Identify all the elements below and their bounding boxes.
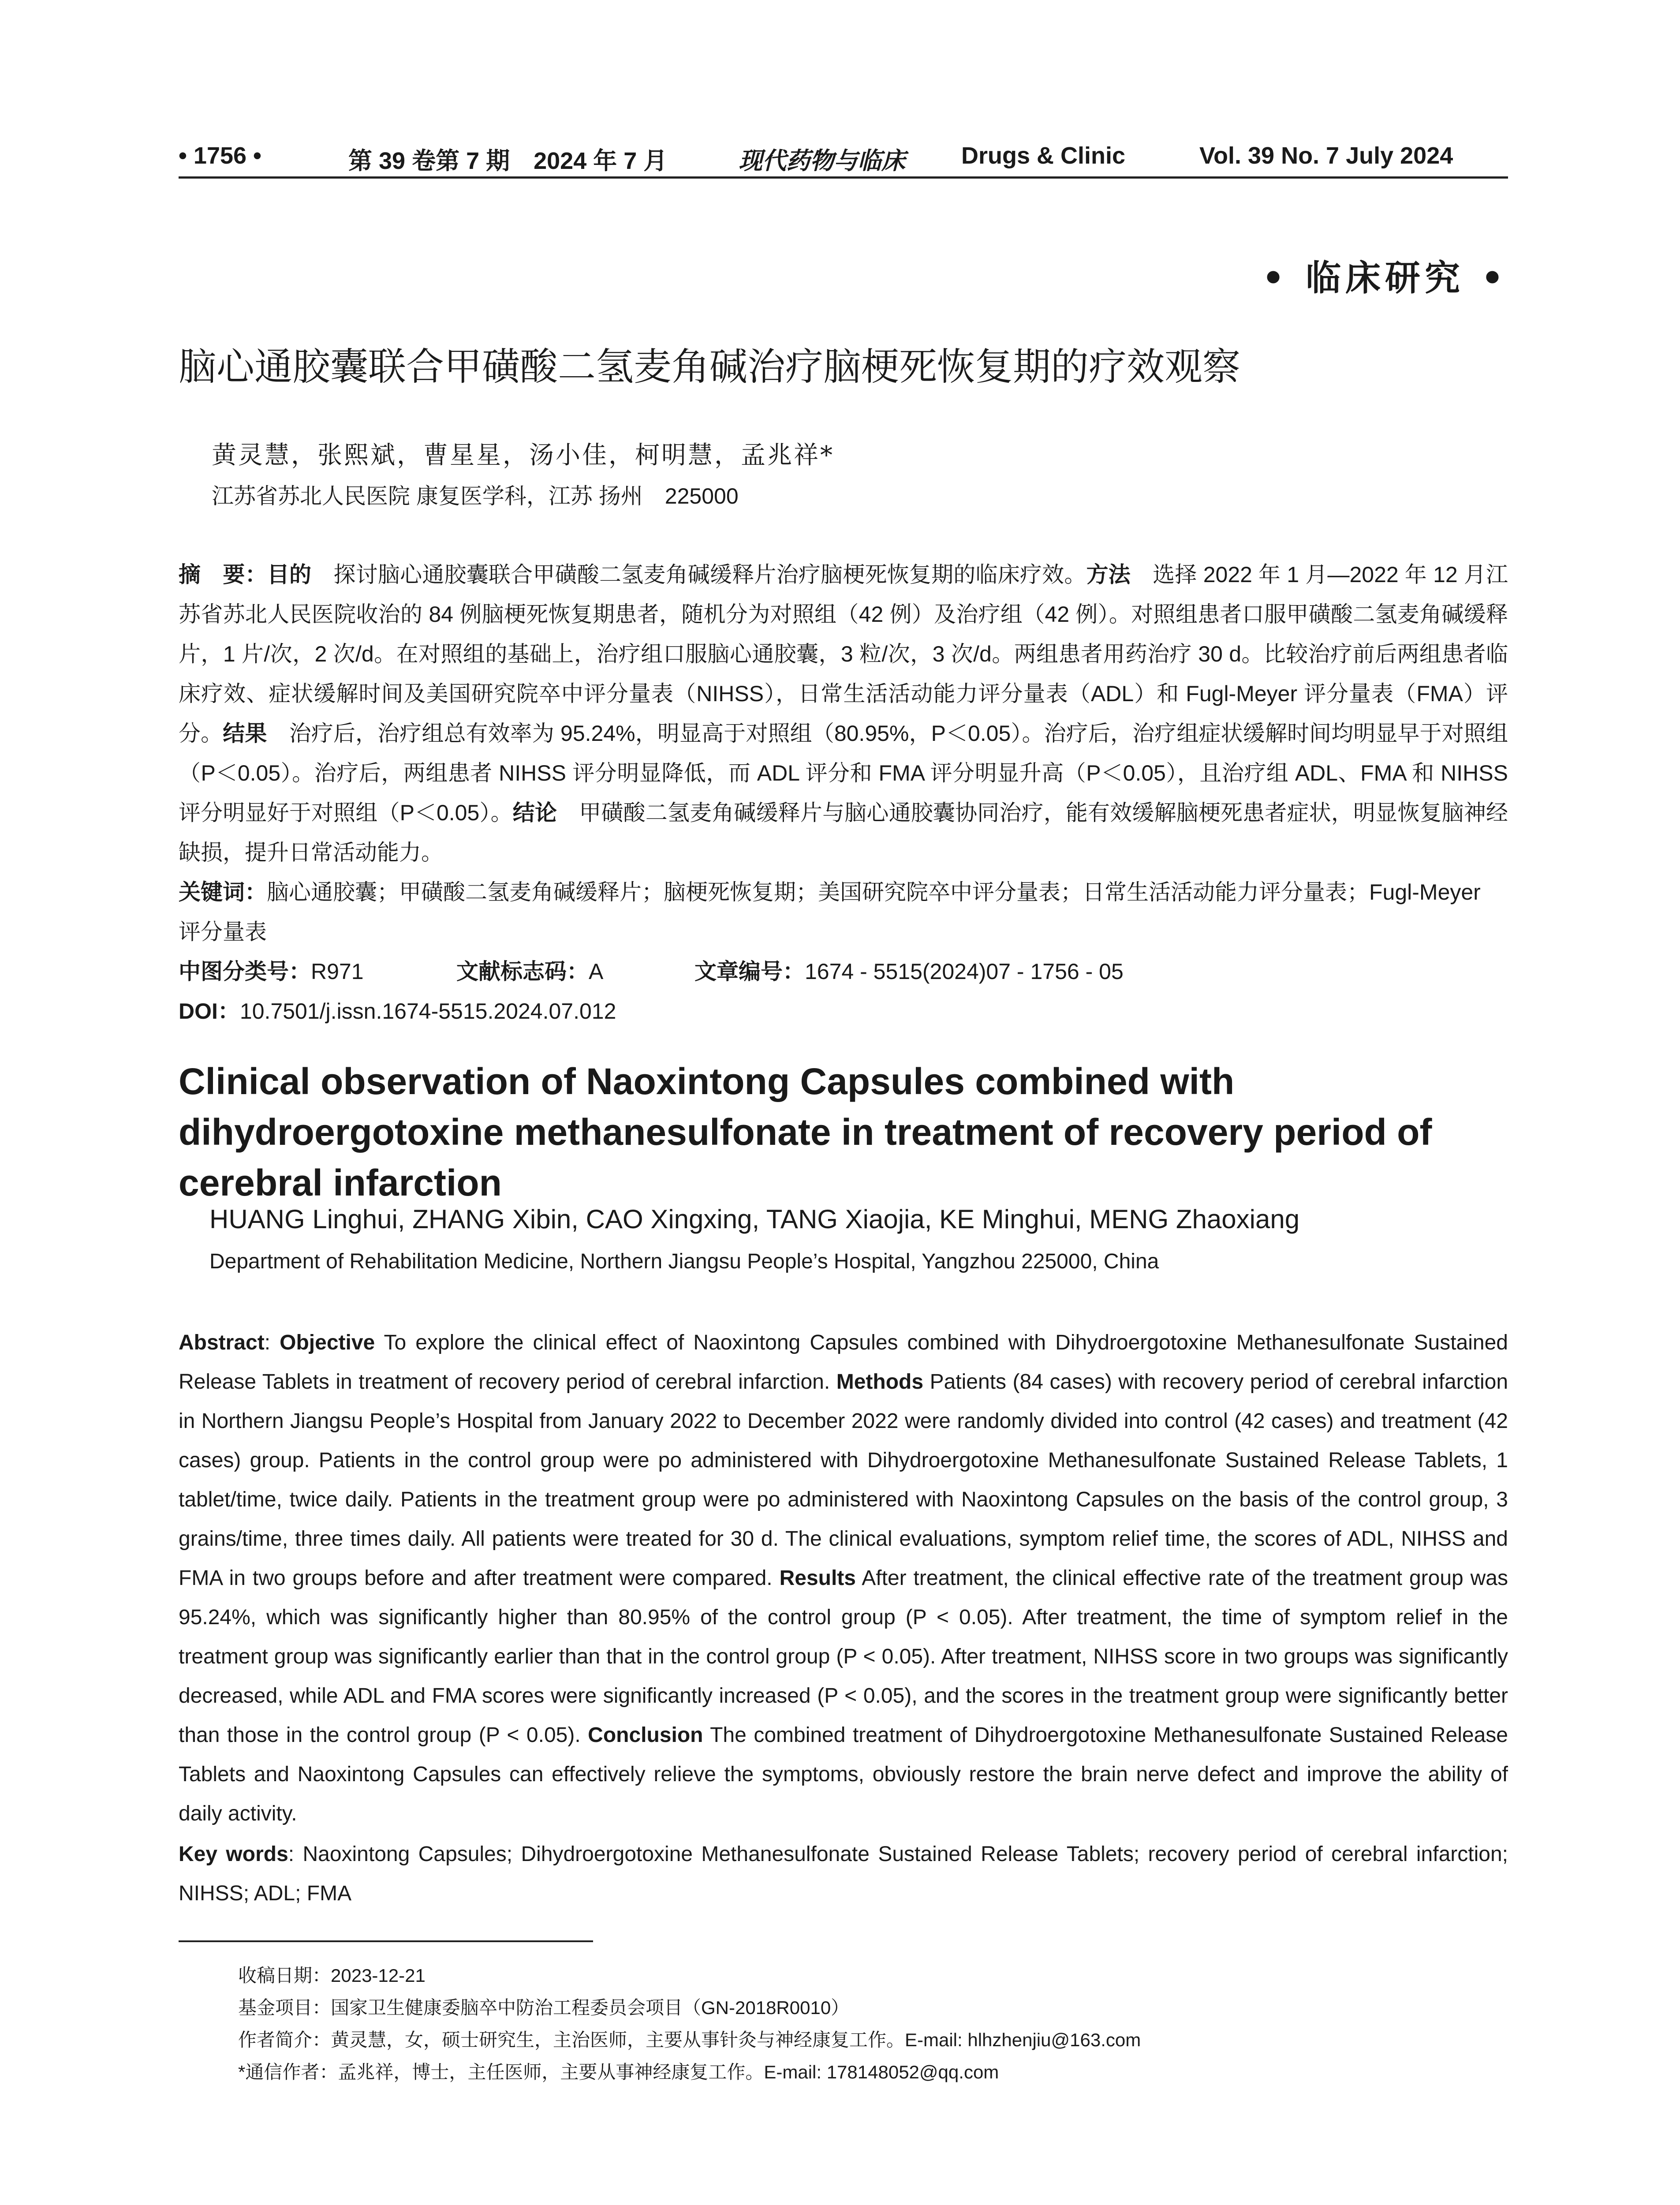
cn-authors: 黄灵慧，张熙斌，曹星星，汤小佳，柯明慧，孟兆祥*: [212, 441, 834, 470]
cn-keywords: [179, 872, 1508, 952]
cn-conclusion-text: 甲磺酸二氢麦角碱缓释片与脑心通胶囊协同治疗，能有效缓解脑梗死患者症状，明显恢复脑神经缺损，提升日常活动能力。: [179, 800, 1508, 865]
cn-abstract: [179, 555, 1508, 872]
article-no-field: [694, 952, 1124, 991]
en-keywords-label: Key words: [179, 1842, 288, 1866]
clc-label: 中图分类号：: [179, 959, 311, 984]
journal-name-cn: 现代药物与临床: [739, 146, 905, 175]
cn-results-text: 治疗后，治疗组总有效率为 95.24%，明显高于对照组（80.95%，P＜0.05）。治疗后，治疗组症状缓解时间均明显早于对照组（P＜0.05）。治疗后，两组患者 NIHSS 评分明显降低，而 ADL 评分和 FMA 评分明显升高（P＜0.05），且治疗组 ADL、FMA 和 NIHSS 评分明显好于对照组（P＜0.05）。: [179, 721, 1508, 825]
cn-conclusion-label: 结论: [512, 800, 557, 825]
en-objective-text: To explore the clinical effect of Naoxintong Capsules combined with Dihydroergotoxine Methanesulfonate Sustained Release Tablets in treatment of recovery period of cerebral infarction.: [179, 1331, 1508, 1394]
cn-title: 脑心通胶囊联合甲磺酸二氢麦角碱治疗脑梗死恢复期的疗效观察: [179, 346, 1240, 388]
cn-methods-label: 方法: [1086, 562, 1131, 587]
en-results-text: After treatment, the clinical effective rate of the treatment group was 95.24%, which was significantly higher than 80.95% of the control group (P < 0.05). After treatment, the time of symptom relief in the treatment group was significantly earlier than that in the control group (P < 0.05). After treatment, NIHSS score in two groups was significantly decreased, while ADL and FMA scores were significantly increased (P < 0.05), and the scores in the treatment group were significantly better than those in the control group (P < 0.05).: [179, 1566, 1508, 1747]
issue-en: Vol. 39 No. 7 July 2024: [1199, 142, 1453, 169]
running-header: [179, 142, 1508, 173]
clc-field: [179, 952, 364, 991]
cn-objective-label: 目的: [267, 562, 312, 587]
footnote-fund: 基金项目：国家卫生健康委脑卒中防治工程委员会项目（GN-2018R0010）: [238, 1997, 850, 2018]
en-conclusion-text: The combined treatment of Dihydroergotoxine Methanesulfonate Sustained Release Tablets and Naoxintong Capsules can effectively relieve the symptoms, obviously restore the brain nerve defect and improve the ability of daily activity.: [179, 1723, 1508, 1825]
cn-methods-text: 选择 2022 年 1 月—2022 年 12 月江苏省苏北人民医院收治的 84 例脑梗死恢复期患者，随机分为对照组（42 例）及治疗组（42 例）。对照组患者口服甲磺酸二氢麦角碱缓释片，1 片/次，2 次/d。在对照组的基础上，治疗组口服脑心通胶囊，3 粒/次，3 次/d。两组患者用药治疗 30 d。比较治疗前后两组患者临床疗效、症状缓解时间及美国研究院卒中评分量表（NIHSS），日常生活活动能力评分量表（ADL）和 Fugl-Meyer 评分量表（FMA）评分。: [179, 562, 1508, 746]
section-tag: • 临床研究 •: [1262, 257, 1508, 299]
en-affiliation: Department of Rehabilitation Medicine, Northern Jiangsu People’s Hospital, Yangzhou 225000, China: [209, 1250, 1159, 1273]
article-no-value: 1674 - 5515(2024)07 - 1756 - 05: [805, 959, 1124, 984]
cn-objective-text: 探讨脑心通胶囊联合甲磺酸二氢麦角碱缓释片治疗脑梗死恢复期的临床疗效。: [311, 562, 1086, 587]
en-abstract-label: Abstract: [179, 1331, 265, 1354]
en-authors: HUANG Linghui, ZHANG Xibin, CAO Xingxing, TANG Xiaojia, KE Minghui, MENG Zhaoxiang: [209, 1204, 1300, 1234]
article-no-label: 文章编号：: [694, 959, 805, 984]
en-methods-text: Patients (84 cases) with recovery period of cerebral infarction in Northern Jiangsu People’s Hospital from January 2022 to December 2022 were randomly divided into control (42 cases) and treatment (42 cases) group. Patients in the control group were po administered with Dihydroergotoxine Methanesulfonate Sustained Release Tablets, 1 tablet/time, twice daily. Patients in the treatment group were po administered with Naoxintong Capsules on the basis of the control group, 3 grains/time, three times daily. All patients were treated for 30 d. The clinical evaluations, symptom relief time, the scores of ADL, NIHSS and FMA in two groups before and after treatment were compared.: [179, 1370, 1508, 1590]
doc-code-value: A: [589, 959, 604, 984]
cn-keywords-label: 关键词：: [179, 880, 267, 904]
cn-keywords-text: 脑心通胶囊；甲磺酸二氢麦角碱缓释片；脑梗死恢复期；美国研究院卒中评分量表；日常生活活动能力评分量表；Fugl-Meyer 评分量表: [179, 880, 1481, 944]
footnote-received: 收稿日期：2023-12-21: [238, 1965, 426, 1986]
issue-cn: 第 39 卷第 7 期 2024 年 7 月: [348, 148, 668, 174]
doi-label: DOI：: [179, 999, 240, 1024]
header-rule: [179, 176, 1508, 179]
en-keywords: [179, 1835, 1508, 1913]
clc-value: R971: [311, 959, 364, 984]
doc-code-field: [456, 952, 603, 991]
footnote-rule: [179, 1940, 593, 1942]
cn-results-label: 结果: [223, 721, 267, 746]
en-results-label: Results: [779, 1566, 856, 1590]
en-title: Clinical observation of Naoxintong Capsules combined with dihydroergotoxine methanesulfonate in treatment of recovery period of cerebral infarction: [179, 1061, 1432, 1203]
footnotes: [238, 1959, 1141, 2088]
en-methods-label: Methods: [836, 1370, 924, 1394]
page-number: • 1756 •: [179, 142, 261, 169]
en-conclusion-label: Conclusion: [588, 1723, 703, 1747]
footnote-corresponding: *通信作者：孟兆祥，博士，主任医师，主要从事神经康复工作。E-mail: 178148052@qq.com: [238, 2062, 999, 2082]
en-abstract: Abstract: Objective To explore the clinical effect of Naoxintong Capsules combined with Dihydroergotoxine Methanesulfonate Sustained Release Tablets in treatment of recovery period of cerebral infarction. Methods Patients (84 cases) with recovery period of cerebral infarction in Northern Jiangsu People’s Hospital from January 2022 to December 2022 were randomly divided into control (42 cases) and treatment (42 cases) group. Patients in the control group were po administered with Dihydroergotoxine Methanesulfonate Sustained Release Tablets, 1 tablet/time, twice daily. Patients in the treatment group were po administered with Naoxintong Capsules on the basis of the control group, 3 grains/time, three times daily. All patients were treated for 30 d. The clinical evaluations, symptom relief time, the scores of ADL, NIHSS and FMA in two groups before and after treatment were compared. Results After treatment, the clinical effective rate of the treatment group was 95.24%, which was significantly higher than 80.95% of the control group (P < 0.05). After treatment, the time of symptom relief in the treatment group was significantly earlier than that in the control group (P < 0.05). After treatment, NIHSS score in two groups was significantly decreased, while ADL and FMA scores were significantly increased (P < 0.05), and the scores in the treatment group were significantly better than those in the control group (P < 0.05). Conclusion The combined treatment of Dihydroergotoxine Methanesulfonate Sustained Release Tablets and Naoxintong Capsules can effectively relieve the symptoms, obviously restore the brain nerve defect and improve the ability of daily activity.: [179, 1331, 1508, 1825]
footnote-author-bio: 作者简介：黄灵慧，女，硕士研究生，主治医师，主要从事针灸与神经康复工作。E-mail: hlhzhenjiu@163.com: [238, 2029, 1141, 2050]
doi-value: 10.7501/j.issn.1674-5515.2024.07.012: [239, 999, 616, 1024]
doi-row: [179, 991, 1508, 1031]
doc-code-label: 文献标志码：: [456, 959, 589, 984]
journal-name-en: Drugs & Clinic: [961, 142, 1126, 169]
en-objective-label: Objective: [280, 1331, 375, 1354]
cn-affiliation: 江苏省苏北人民医院 康复医学科，江苏 扬州 225000: [212, 484, 739, 508]
cn-abstract-label: 摘 要：: [179, 562, 267, 587]
en-keywords-text: : Naoxintong Capsules; Dihydroergotoxine Methanesulfonate Sustained Release Tablets; recovery period of cerebral infarction; NIHSS; ADL; FMA: [179, 1842, 1508, 1905]
